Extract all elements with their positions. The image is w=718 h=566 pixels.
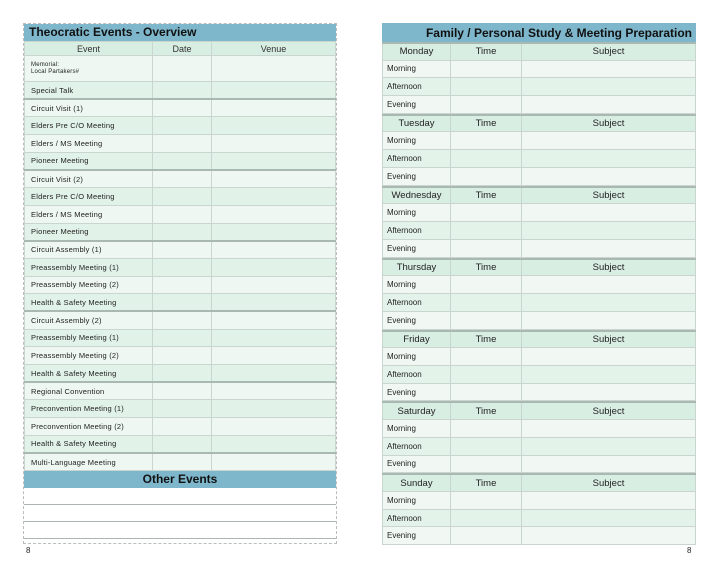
subject-cell[interactable] (522, 167, 696, 185)
subject-header: Subject (522, 187, 696, 204)
venue-cell[interactable] (212, 205, 336, 223)
period-row (383, 150, 696, 168)
event-label: Pioneer Meeting (25, 152, 153, 170)
date-cell[interactable] (153, 453, 212, 471)
time-cell[interactable] (451, 239, 522, 257)
time-cell[interactable] (451, 419, 522, 437)
day-blocks (382, 42, 696, 545)
event-label: Pioneer Meeting (25, 223, 153, 241)
period-row (383, 239, 696, 257)
date-cell[interactable] (153, 418, 212, 436)
overview-row (25, 382, 336, 400)
subject-cell[interactable] (522, 437, 696, 455)
period-label: Morning (383, 276, 451, 294)
period-row (383, 383, 696, 401)
event-label: Health & Safety Meeting (25, 365, 153, 383)
time-cell[interactable] (451, 437, 522, 455)
time-cell[interactable] (451, 509, 522, 527)
period-label: Evening (383, 311, 451, 329)
time-header: Time (451, 43, 522, 60)
period-label: Evening (383, 96, 451, 114)
day-header-row (383, 115, 696, 132)
overview-row (25, 311, 336, 329)
other-event-line[interactable] (24, 488, 336, 505)
overview-row (25, 418, 336, 436)
event-label: Circuit Visit (1) (25, 99, 153, 117)
venue-cell[interactable] (212, 365, 336, 383)
event-label: Preconvention Meeting (2) (25, 418, 153, 436)
event-label-line2: Local Partakers# (31, 68, 80, 75)
period-row (383, 365, 696, 383)
subject-header: Subject (522, 402, 696, 419)
overview-row (25, 223, 336, 241)
time-cell[interactable] (451, 150, 522, 168)
date-cell[interactable] (153, 400, 212, 418)
date-cell[interactable] (153, 205, 212, 223)
subject-cell[interactable] (522, 348, 696, 366)
period-label: Afternoon (383, 365, 451, 383)
subject-cell[interactable] (522, 491, 696, 509)
venue-cell[interactable] (212, 223, 336, 241)
day-name: Saturday (383, 402, 451, 419)
day-header-row (383, 331, 696, 348)
date-cell[interactable] (153, 258, 212, 276)
time-cell[interactable] (451, 78, 522, 96)
overview-row (25, 365, 336, 383)
venue-cell[interactable] (212, 400, 336, 418)
overview-row (25, 258, 336, 276)
day-header-row (383, 43, 696, 60)
subject-cell[interactable] (522, 455, 696, 473)
overview-row (25, 329, 336, 347)
other-event-line[interactable] (24, 522, 336, 539)
venue-cell[interactable] (212, 347, 336, 365)
period-label: Afternoon (383, 509, 451, 527)
overview-row (25, 294, 336, 312)
venue-cell[interactable] (212, 117, 336, 135)
period-row (383, 276, 696, 294)
time-header: Time (451, 115, 522, 132)
overview-row (25, 347, 336, 365)
subject-cell[interactable] (522, 419, 696, 437)
time-cell[interactable] (451, 491, 522, 509)
time-cell[interactable] (451, 222, 522, 240)
subject-cell[interactable] (522, 509, 696, 527)
date-cell[interactable] (153, 223, 212, 241)
day-header-row (383, 259, 696, 276)
event-label: Elders Pre C/O Meeting (25, 188, 153, 206)
period-label: Morning (383, 491, 451, 509)
period-row (383, 204, 696, 222)
event-label: Health & Safety Meeting (25, 435, 153, 453)
day-name: Thursday (383, 259, 451, 276)
time-cell[interactable] (451, 365, 522, 383)
venue-cell[interactable] (212, 152, 336, 170)
time-cell[interactable] (451, 276, 522, 294)
period-row (383, 311, 696, 329)
date-cell[interactable] (153, 435, 212, 453)
venue-cell[interactable] (212, 56, 336, 82)
date-cell[interactable] (153, 117, 212, 135)
event-label: Regional Convention (25, 382, 153, 400)
subject-header: Subject (522, 43, 696, 60)
venue-cell[interactable] (212, 311, 336, 329)
day-block (382, 330, 696, 402)
overview-row (25, 82, 336, 100)
subject-header: Subject (522, 474, 696, 491)
venue-cell[interactable] (212, 188, 336, 206)
overview-row (25, 188, 336, 206)
event-label: Preassembly Meeting (2) (25, 276, 153, 294)
period-row (383, 78, 696, 96)
overview-row (25, 241, 336, 259)
period-label: Morning (383, 132, 451, 150)
overview-row (25, 205, 336, 223)
event-label: Circuit Assembly (2) (25, 311, 153, 329)
day-block (382, 42, 696, 114)
venue-cell[interactable] (212, 258, 336, 276)
event-label: Preconvention Meeting (1) (25, 400, 153, 418)
event-label: Preassembly Meeting (1) (25, 329, 153, 347)
time-cell[interactable] (451, 132, 522, 150)
event-label: Circuit Assembly (1) (25, 241, 153, 259)
time-cell[interactable] (451, 167, 522, 185)
subject-cell[interactable] (522, 132, 696, 150)
period-row (383, 293, 696, 311)
overview-row (25, 276, 336, 294)
time-cell[interactable] (451, 311, 522, 329)
date-cell[interactable] (153, 294, 212, 312)
venue-cell[interactable] (212, 276, 336, 294)
subject-header: Subject (522, 115, 696, 132)
period-row (383, 491, 696, 509)
venue-cell[interactable] (212, 241, 336, 259)
day-header-row (383, 402, 696, 419)
venue-cell[interactable] (212, 329, 336, 347)
day-name: Monday (383, 43, 451, 60)
period-label: Morning (383, 348, 451, 366)
period-label: Morning (383, 204, 451, 222)
period-label: Evening (383, 455, 451, 473)
time-cell[interactable] (451, 348, 522, 366)
period-label: Morning (383, 419, 451, 437)
date-cell[interactable] (153, 329, 212, 347)
event-label: Elders / MS Meeting (25, 205, 153, 223)
period-row (383, 509, 696, 527)
date-cell[interactable] (153, 311, 212, 329)
overview-row (25, 435, 336, 453)
study-title: Family / Personal Study & Meeting Preparation (382, 23, 696, 42)
overview-row (25, 56, 336, 82)
time-header: Time (451, 474, 522, 491)
period-row (383, 167, 696, 185)
overview-row (25, 135, 336, 153)
subject-header: Subject (522, 331, 696, 348)
day-block (382, 186, 696, 258)
event-label: Elders Pre C/O Meeting (25, 117, 153, 135)
period-label: Evening (383, 383, 451, 401)
event-label (25, 56, 153, 82)
period-label: Afternoon (383, 437, 451, 455)
period-row (383, 96, 696, 114)
time-header: Time (451, 187, 522, 204)
subject-cell[interactable] (522, 222, 696, 240)
time-cell[interactable] (451, 204, 522, 222)
overview-row (25, 400, 336, 418)
subject-cell[interactable] (522, 293, 696, 311)
day-name: Wednesday (383, 187, 451, 204)
period-label: Evening (383, 167, 451, 185)
subject-cell[interactable] (522, 383, 696, 401)
period-label: Afternoon (383, 293, 451, 311)
day-header-row (383, 474, 696, 491)
venue-cell[interactable] (212, 99, 336, 117)
event-label: Preassembly Meeting (2) (25, 347, 153, 365)
other-events-title: Other Events (24, 471, 336, 488)
day-block (382, 473, 696, 545)
period-row (383, 455, 696, 473)
date-cell[interactable] (153, 152, 212, 170)
subject-cell[interactable] (522, 150, 696, 168)
time-cell[interactable] (451, 60, 522, 78)
subject-cell[interactable] (522, 78, 696, 96)
overview-row (25, 117, 336, 135)
date-cell[interactable] (153, 382, 212, 400)
period-row (383, 437, 696, 455)
period-label: Evening (383, 239, 451, 257)
time-cell[interactable] (451, 293, 522, 311)
subject-cell[interactable] (522, 96, 696, 114)
overview-row (25, 152, 336, 170)
overview-row (25, 170, 336, 188)
subject-cell[interactable] (522, 276, 696, 294)
event-label: Health & Safety Meeting (25, 294, 153, 312)
subject-cell[interactable] (522, 527, 696, 545)
period-row (383, 348, 696, 366)
event-label: Multi-Language Meeting (25, 453, 153, 471)
venue-cell[interactable] (212, 435, 336, 453)
event-label: Special Talk (25, 82, 153, 100)
date-cell[interactable] (153, 347, 212, 365)
date-cell[interactable] (153, 365, 212, 383)
day-name: Friday (383, 331, 451, 348)
time-cell[interactable] (451, 96, 522, 114)
study-page (382, 23, 696, 544)
venue-cell[interactable] (212, 82, 336, 100)
day-block (382, 401, 696, 473)
column-header-venue: Venue (212, 42, 336, 56)
date-cell[interactable] (153, 135, 212, 153)
overview-page (23, 23, 337, 544)
overview-row (25, 453, 336, 471)
period-row (383, 132, 696, 150)
other-event-line[interactable] (24, 505, 336, 522)
venue-cell[interactable] (212, 382, 336, 400)
period-row (383, 527, 696, 545)
subject-cell[interactable] (522, 60, 696, 78)
column-header-event: Event (25, 42, 153, 56)
period-label: Afternoon (383, 78, 451, 96)
date-cell[interactable] (153, 241, 212, 259)
column-header-date: Date (153, 42, 212, 56)
event-label: Elders / MS Meeting (25, 135, 153, 153)
day-name: Tuesday (383, 115, 451, 132)
subject-cell[interactable] (522, 204, 696, 222)
time-header: Time (451, 331, 522, 348)
period-row (383, 60, 696, 78)
date-cell[interactable] (153, 56, 212, 82)
venue-cell[interactable] (212, 170, 336, 188)
venue-cell[interactable] (212, 135, 336, 153)
time-header: Time (451, 259, 522, 276)
overview-rows (25, 56, 336, 471)
period-label: Evening (383, 527, 451, 545)
overview-row (25, 99, 336, 117)
period-row (383, 419, 696, 437)
other-events-lines (24, 488, 336, 539)
period-label: Afternoon (383, 222, 451, 240)
subject-cell[interactable] (522, 239, 696, 257)
overview-title: Theocratic Events - Overview (24, 24, 336, 41)
overview-table (24, 41, 336, 471)
event-label: Circuit Visit (2) (25, 170, 153, 188)
right-page-number: 8 (687, 546, 692, 555)
venue-cell[interactable] (212, 418, 336, 436)
event-label: Preassembly Meeting (1) (25, 258, 153, 276)
day-name: Sunday (383, 474, 451, 491)
day-block (382, 114, 696, 186)
venue-cell[interactable] (212, 453, 336, 471)
day-block (382, 258, 696, 330)
period-row (383, 222, 696, 240)
date-cell[interactable] (153, 82, 212, 100)
subject-cell[interactable] (522, 365, 696, 383)
period-label: Afternoon (383, 150, 451, 168)
time-cell[interactable] (451, 383, 522, 401)
time-header: Time (451, 402, 522, 419)
date-cell[interactable] (153, 188, 212, 206)
date-cell[interactable] (153, 99, 212, 117)
time-cell[interactable] (451, 527, 522, 545)
event-label-line1: Memorial: (31, 61, 60, 68)
subject-cell[interactable] (522, 311, 696, 329)
time-cell[interactable] (451, 455, 522, 473)
day-header-row (383, 187, 696, 204)
date-cell[interactable] (153, 170, 212, 188)
date-cell[interactable] (153, 276, 212, 294)
period-label: Morning (383, 60, 451, 78)
venue-cell[interactable] (212, 294, 336, 312)
left-page-number: 8 (26, 546, 31, 555)
subject-header: Subject (522, 259, 696, 276)
